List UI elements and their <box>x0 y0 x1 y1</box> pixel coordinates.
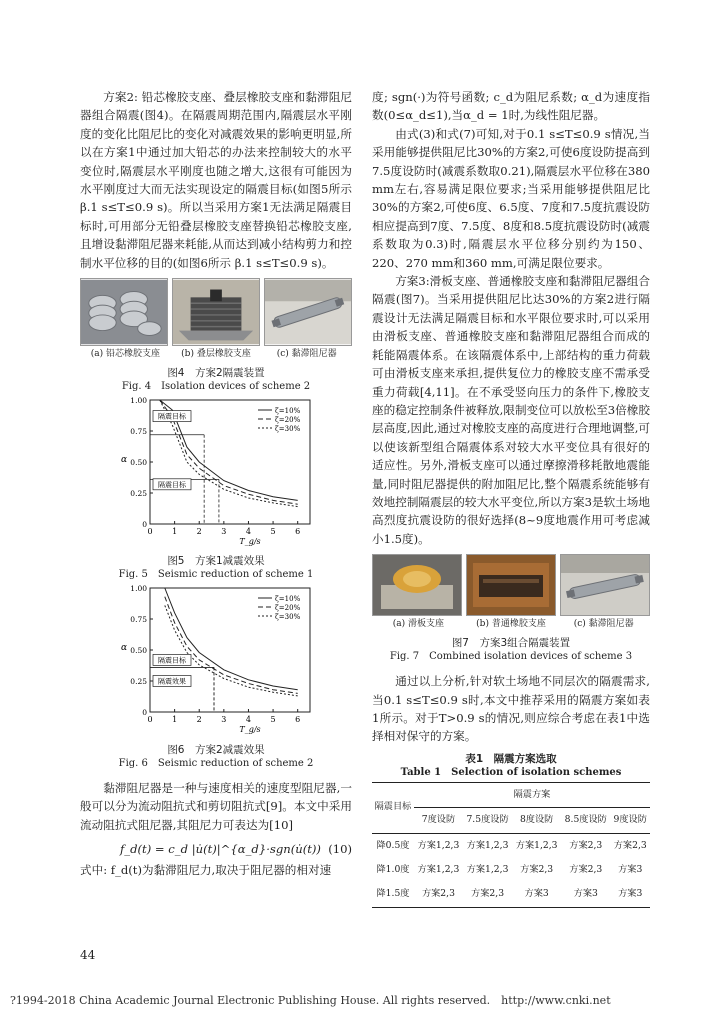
x-tick-label: 6 <box>295 715 301 725</box>
table-1-title-zh: 表1 隔震方案选取 <box>465 752 557 765</box>
right-paragraph-3: 方案3:滑板支座、普通橡胶支座和黏滞阻尼器组合隔震(图7)。当采用提供阻尼比达30%的方案2进行隔震设计无法满足隔震目标和水平限位要求时,可以采用由滑板支座、普通橡胶支座和黏滞阻尼器组合而成的耗能隔震体系。在该隔震体系中,上部结构的重力荷载可由滑板支座来承担,提供复位力的橡胶支座不需承受重力荷载[4,11]。在不承受竖向压力的条件下,橡胶支座的稳定控制条件被释放,限制变位可以放松至3倍橡胶层高度,因此,通过对橡胶支座的高度进行合理地调整,可以使该新型组合隔震体系对较大水平变位具有很好的适应性。另外,滑板支座可以通过摩擦滑移耗散地震能量,同时阻尼器提供的附加阻尼比,整个隔震系统能够有效地控制隔震层的较大水平变位,所以方案3是软土场地高烈度抗震设防的很好选择(8~9度地震作用可考虑减小1.5度)。 <box>372 274 650 546</box>
table-cell: 方案2,3 <box>613 839 647 851</box>
figure-4-caption-en: Fig. 4 Isolation devices of scheme 2 <box>121 381 311 393</box>
fig7-label-c: (c) 黏滞阻尼器 <box>573 619 634 630</box>
annotation-label: 隔震目标 <box>158 656 186 665</box>
y-tick-label: 0.75 <box>130 615 147 625</box>
table-cell: 方案3 <box>618 864 643 875</box>
table-cell: 方案3 <box>561 882 610 907</box>
table-column-header: 8.5度设防 <box>561 808 610 833</box>
damper-force-formula <box>80 840 352 858</box>
fig7-label-a: (a) 滑板支座 <box>392 619 444 630</box>
table-column-header: 7.5度设防 <box>463 808 512 833</box>
table-row <box>372 858 650 882</box>
figure-7-photos <box>372 554 650 616</box>
table-group-header: 隔震方案 <box>414 782 650 807</box>
figure-4-photos <box>80 278 352 346</box>
legend-label: ζ=30% <box>275 425 301 434</box>
viscous-damper-photo-2 <box>560 554 650 616</box>
figure-4-caption-zh: 图4 方案2隔震装置 <box>167 367 265 380</box>
fig4-label-c: (c) 黏滞阻尼器 <box>276 349 337 360</box>
figure-4 <box>80 278 352 394</box>
natural-rubber-bearing-photo <box>466 554 556 616</box>
x-axis-label: T_g/s <box>239 725 261 735</box>
page-number: 44 <box>80 948 96 962</box>
right-paragraph-2: 由式(3)和式(7)可知,对于0.1 s≤T≤0.9 s情况,当采用能够提供阻尼比30%的方案2,可使6度设防提高到7.5度设防时(减震系数取0.21),隔震层水平位移在380 mm左右,容易满足限位要求;当采用能够提供阻尼比30%的方案2,可使6度、6.5度、7度和7.5度抗震设防相应提高到7度、7.5度、8度和8.5度抗震设防时(减震系数取为0.3)时,隔震层水平位移分别约为150、220、270 mm和360 mm,可满足限位要求。 <box>372 126 650 270</box>
formula-expression: f_d(t) = c_d |u̇(t)|^{α_d}·sgn(u̇(t)) <box>120 842 321 857</box>
legend-label: ζ=20% <box>275 416 301 425</box>
sliding-bearing-photo <box>372 554 462 616</box>
figure-6-caption-en: Fig. 6 Seismic reduction of scheme 2 <box>118 757 314 769</box>
table-column-header: 9度设防 <box>610 808 650 833</box>
y-tick-label: 0.75 <box>130 427 147 437</box>
figure-7 <box>372 554 650 664</box>
figure-5-caption-en: Fig. 5 Seismic reduction of scheme 1 <box>118 569 314 581</box>
table-cell: 方案2,3 <box>569 839 603 851</box>
figure-6-caption-zh: 图6 方案2减震效果 <box>167 743 265 756</box>
fig7-label-b: (b) 普通橡胶支座 <box>476 619 546 630</box>
annotation-label: 隔震目标 <box>158 412 186 421</box>
right-paragraph-1: 度; sgn(·)为符号函数; c_d为阻尼系数; α_d为速度指数(0≤α_d≤1),当α_d = 1时,为线性阻尼器。 <box>372 90 650 123</box>
x-tick-label: 3 <box>221 715 227 725</box>
left-paragraph-2: 黏滞阻尼器是一种与速度相关的速度型阻尼器,一般可以分为流动阻抗式和剪切阻抗式[9]。本文中采用流动阻抗式阻尼器,其阻尼力可表达为[10] <box>80 780 352 832</box>
isolation-scheme-table <box>372 782 650 908</box>
laminated-rubber-bearing-photo <box>172 278 260 346</box>
copyright-footer: ?1994-2018 China Academic Journal Electronic Publishing House. All rights reserved. http://www.cnki.net <box>10 994 611 1007</box>
x-axis-label: T_g/s <box>239 537 261 547</box>
y-tick-label: 0.25 <box>130 677 147 687</box>
y-tick-label: 1.00 <box>130 396 147 406</box>
y-axis-label: α <box>120 643 128 654</box>
figure-5-caption-zh: 图5 方案1减震效果 <box>167 555 265 568</box>
legend-label: ζ=10% <box>275 595 301 604</box>
x-tick-label: 4 <box>245 527 252 537</box>
figure-5-chart <box>80 394 352 549</box>
y-tick-label: 0.50 <box>130 646 147 656</box>
left-paragraph-3: 式中: f_d(t)为黏滞阻尼力,取决于阻尼器的相对速 <box>80 862 332 877</box>
table-1 <box>372 752 650 908</box>
left-column <box>80 88 352 879</box>
table-row-label: 降0.5度 <box>376 839 410 851</box>
table-cell: 方案2,3 <box>463 882 512 907</box>
annotation-label: 隔震效果 <box>158 677 186 686</box>
formula-number: (10) <box>328 842 352 857</box>
table-cell: 方案3 <box>610 882 650 907</box>
annotation-label: 隔震目标 <box>158 480 186 489</box>
y-tick-label: 0.25 <box>130 489 147 499</box>
x-tick-label: 4 <box>245 715 252 725</box>
y-tick-label: 0 <box>142 708 147 718</box>
table-cell: 方案2,3 <box>414 882 463 907</box>
x-tick-label: 6 <box>295 527 301 537</box>
figure-6-chart <box>80 582 352 737</box>
table-corner-header: 隔震目标 <box>372 782 414 833</box>
x-tick-label: 1 <box>172 715 178 725</box>
table-row <box>372 833 650 858</box>
fig4-label-a: (a) 铅芯橡胶支座 <box>90 349 160 360</box>
figure-4-sublabels <box>80 348 352 360</box>
table-row-label: 降1.0度 <box>376 864 410 875</box>
figure-5 <box>80 394 352 582</box>
x-tick-label: 2 <box>196 715 202 725</box>
y-tick-label: 0.50 <box>130 458 147 468</box>
table-row-label: 降1.5度 <box>372 882 414 907</box>
right-column <box>372 88 650 908</box>
x-tick-label: 0 <box>147 527 153 537</box>
figure-7-caption-en: Fig. 7 Combined isolation devices of scheme 3 <box>389 651 633 663</box>
y-tick-label: 1.00 <box>130 584 147 594</box>
table-column-header: 8度设防 <box>512 808 561 833</box>
table-cell: 方案2,3 <box>520 864 554 875</box>
table-cell: 方案1,2,3 <box>466 864 509 875</box>
lead-rubber-bearing-photo <box>80 278 168 346</box>
legend-label: ζ=30% <box>275 613 301 622</box>
table-cell: 方案1,2,3 <box>417 864 460 875</box>
table-cell: 方案1,2,3 <box>466 839 509 851</box>
x-tick-label: 1 <box>172 527 178 537</box>
figure-7-caption-zh: 图7 方案3组合隔震装置 <box>451 637 571 650</box>
legend-label: ζ=20% <box>275 604 301 613</box>
table-column-header: 7度设防 <box>414 808 463 833</box>
table-cell: 方案1,2,3 <box>417 839 460 851</box>
table-cell: 方案2,3 <box>569 864 603 875</box>
legend-label: ζ=10% <box>275 407 301 416</box>
y-tick-label: 0 <box>142 520 147 530</box>
x-tick-label: 2 <box>196 527 202 537</box>
table-1-title-en: Table 1 Selection of isolation schemes <box>400 766 622 778</box>
y-axis-label: α <box>120 455 128 466</box>
x-tick-label: 5 <box>270 715 276 725</box>
fig4-label-b: (b) 叠层橡胶支座 <box>181 349 251 360</box>
figure-6 <box>80 582 352 770</box>
viscous-damper-photo <box>264 278 352 346</box>
table-row <box>372 882 650 907</box>
x-tick-label: 3 <box>221 527 227 537</box>
left-paragraph-1: 方案2: 铅芯橡胶支座、叠层橡胶支座和黏滞阻尼器组合隔震(图4)。在隔震周期范围内,隔震层水平刚度的变化比阻尼比的变化对减震效果的影响更明显,所以在方案1中通过加大铅芯的办法来控制较大的水平变位时,隔震层水平刚度也随之增大,这很有可能因为水平刚度过大而无法实现设定的隔震目标(如图5所示 β.1 s≤T≤0.9 s)。所以当采用方案1无法满足隔震目标时,可用部分无铅叠层橡胶支座替换铅芯橡胶支座,且增设黏滞阻尼器来耗能,从而达到减小结构剪力和控制水平位移的目的(如图6所示 β.1 s≤T≤0.9 s)。 <box>80 90 352 270</box>
table-cell: 方案3 <box>512 882 561 907</box>
x-tick-label: 0 <box>147 715 153 725</box>
x-tick-label: 5 <box>270 527 276 537</box>
table-cell: 方案1,2,3 <box>515 839 558 851</box>
right-paragraph-4: 通过以上分析,针对软土场地不同层次的隔震需求,当0.1 s≤T≤0.9 s时,本文中推荐采用的隔震方案如表1所示。对于T>0.9 s的情况,则应综合考虑在表1中选择相对保守的方案。 <box>372 674 650 744</box>
figure-7-sublabels <box>372 618 650 630</box>
